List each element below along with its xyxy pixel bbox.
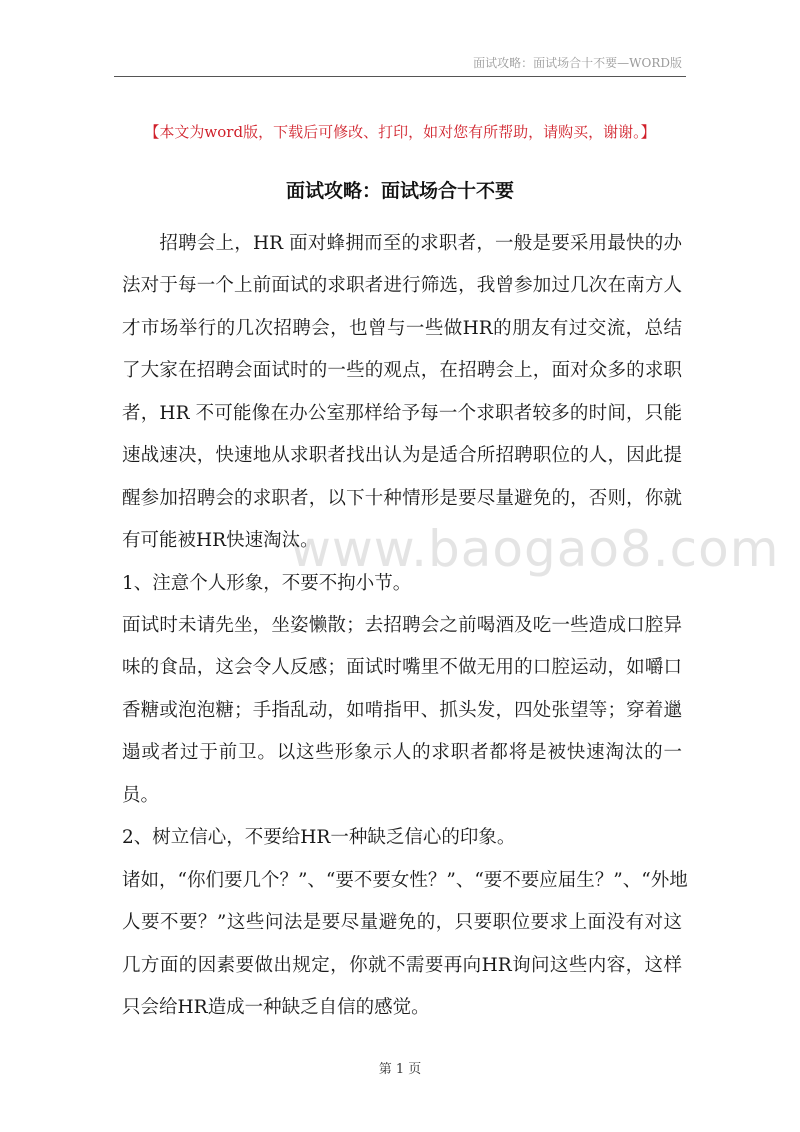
body-line: 有可能被HR快速淘汰。 <box>122 530 319 551</box>
body-line: 招聘会上，HR 面对蜂拥而至的求职者，一般是要采用最快的办 <box>122 233 682 254</box>
body-line: 了大家在招聘会面试时的一些的观点，在招聘会上，面对众多的求职 <box>122 360 682 381</box>
header-rule <box>114 76 686 77</box>
body-line: 员。 <box>122 785 160 806</box>
page-number: 第 1 页 <box>378 1062 422 1077</box>
section-heading: 1、注意个人形象，不要不拘小节。 <box>122 573 412 594</box>
body-line: 香糖或泡泡糖；手指乱动，如啃指甲、抓头发，四处张望等；穿着邋 <box>122 700 682 721</box>
document-title: 面试攻略：面试场合十不要 <box>285 180 514 202</box>
section-heading: 2、树立信心，不要给HR一种缺乏信心的印象。 <box>122 827 516 848</box>
body-line: 法对于每一个上前面试的求职者进行筛选，我曾参加过几次在南方人 <box>122 275 682 296</box>
body-line: 醒参加招聘会的求职者，以下十种情形是要尽量避免的，否则，你就 <box>122 488 682 509</box>
body-line: 诸如，“你们要几个？”、“要不要女性？”、“要不要应届生？”、“外地 <box>122 870 688 891</box>
body-line: 速战速决，快速地从求职者找出认为是适合所招聘职位的人，因此提 <box>122 445 682 466</box>
watermark: www.baogao8.com <box>290 520 780 578</box>
body-line: 只会给HR造成一种缺乏自信的感觉。 <box>122 997 430 1018</box>
body-line: 味的食品，这会令人反感；面试时嘴里不做无用的口腔运动，如嚼口 <box>122 657 682 678</box>
body-line: 人要不要？”这些问法是要尽量避免的，只要职位要求上面没有对这 <box>122 912 682 933</box>
body-line: 面试时未请先坐，坐姿懒散；去招聘会之前喝酒及吃一些造成口腔异 <box>122 615 682 636</box>
body-line: 才市场举行的几次招聘会，也曾与一些做HR的朋友有过交流，总结 <box>122 318 682 339</box>
body-line: 遢或者过于前卫。以这些形象示人的求职者都将是被快速淘汰的一 <box>122 742 682 763</box>
body-line: 几方面的因素要做出规定，你就不需要再向HR询问这些内容，这样 <box>122 955 682 976</box>
running-header: 面试攻略：面试场合十不要—WORD版 <box>473 56 682 70</box>
purchase-notice: 【本文为word版，下载后可修改、打印，如对您有所帮助，请购买，谢谢。】 <box>144 123 656 141</box>
body-line: 者，HR 不可能像在办公室那样给予每一个求职者较多的时间，只能 <box>122 403 682 424</box>
